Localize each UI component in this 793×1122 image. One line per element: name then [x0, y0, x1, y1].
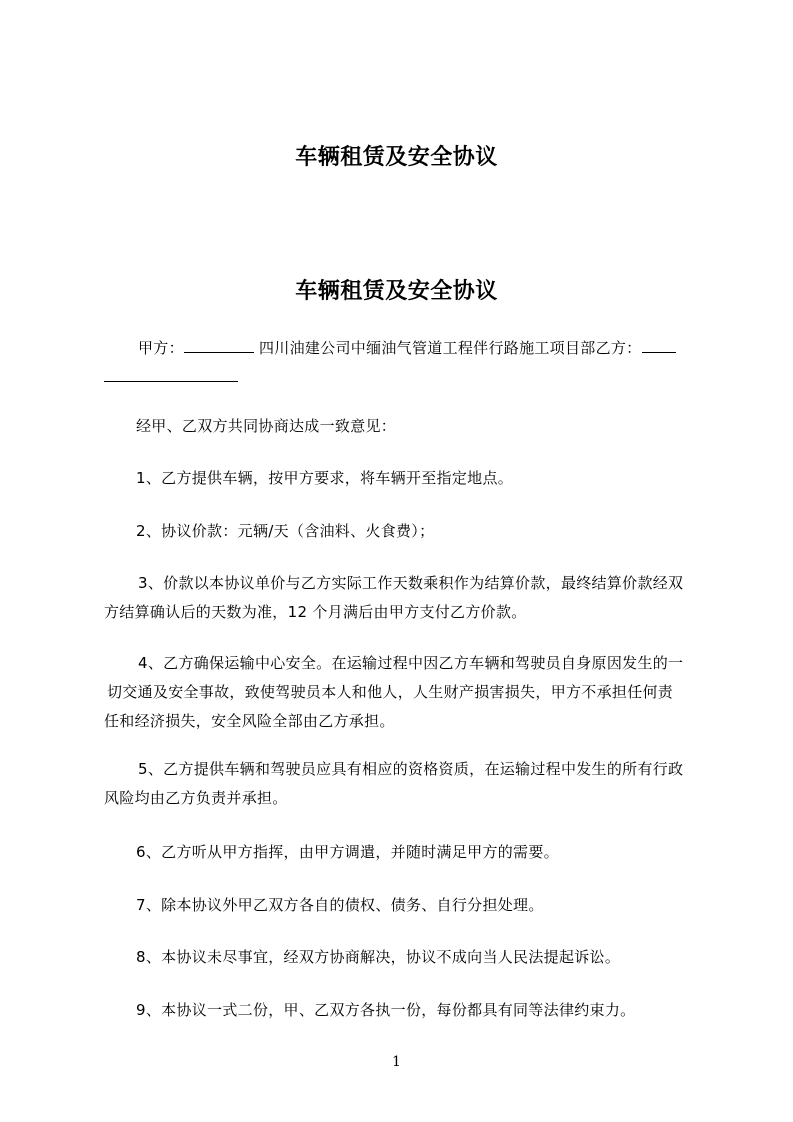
clause-line: 4、乙方确保运输中心安全。在运输过程中因乙方车辆和驾驶员自身原因发生的一 — [138, 654, 684, 672]
clause-4 — [104, 649, 704, 736]
clause-1 — [104, 464, 704, 493]
parties-paragraph — [104, 334, 704, 392]
clause-8 — [104, 943, 704, 972]
clause-line: 3、价款以本协议单价与乙方实际工作天数乘积作为结算价款，最终结算价款经双 — [138, 574, 684, 592]
clause-line: 6、乙方听从甲方指挥，由甲方调遣，并随时满足甲方的需要。 — [136, 843, 559, 861]
party-b-text: 四川油建公司中缅油气管道工程伴行路施工项目部乙方： — [258, 339, 642, 357]
party-a-blank — [184, 337, 254, 353]
clause-line: 8、本协议未尽事宜，经双方协商解决，协议不成向当人民法提起诉讼。 — [136, 948, 621, 966]
clause-line: 风险均由乙方负责并承担。 — [104, 789, 288, 807]
document-title: 车辆租赁及安全协议 — [295, 279, 498, 304]
clause-line: 1、乙方提供车辆，按甲方要求，将车辆开至指定地点。 — [136, 469, 514, 487]
clause-line: 方结算确认后的天数为准，12 个月满后由甲方支付乙方价款。 — [104, 603, 527, 621]
clause-line: 2、协议价款：元辆/天（含油料、火食费）； — [136, 522, 435, 540]
clause-6 — [104, 838, 704, 867]
intro-text: 经甲、乙双方共同协商达成一致意见： — [136, 417, 397, 435]
page-number: 1 — [392, 1054, 401, 1070]
clause-line: 9、本协议一式二份，甲、乙双方各执一份，每份都具有同等法律约束力。 — [136, 1001, 636, 1019]
clause-3 — [104, 569, 704, 627]
party-b-blank-continued — [104, 366, 238, 382]
clause-7 — [104, 891, 704, 920]
clause-line: 任和经济损失，安全风险全部由乙方承担。 — [104, 712, 395, 730]
clause-line: 切交通及安全事故，致使驾驶员本人和他人，人生财产损害损失，甲方不承担任何责 — [107, 683, 674, 701]
party-b-blank — [642, 337, 676, 353]
clause-line: 5、乙方提供车辆和驾驶员应具有相应的资格资质，在运输过程中发生的所有行政 — [138, 760, 684, 778]
clause-9 — [104, 996, 704, 1025]
intro-paragraph — [104, 412, 704, 441]
clause-line: 7、除本协议外甲乙双方各自的债权、债务、自行分担处理。 — [136, 896, 544, 914]
clause-5 — [104, 755, 704, 813]
party-a-label: 甲方： — [138, 339, 184, 357]
document-title-top: 车辆租赁及安全协议 — [295, 145, 498, 170]
clause-2 — [104, 517, 704, 546]
